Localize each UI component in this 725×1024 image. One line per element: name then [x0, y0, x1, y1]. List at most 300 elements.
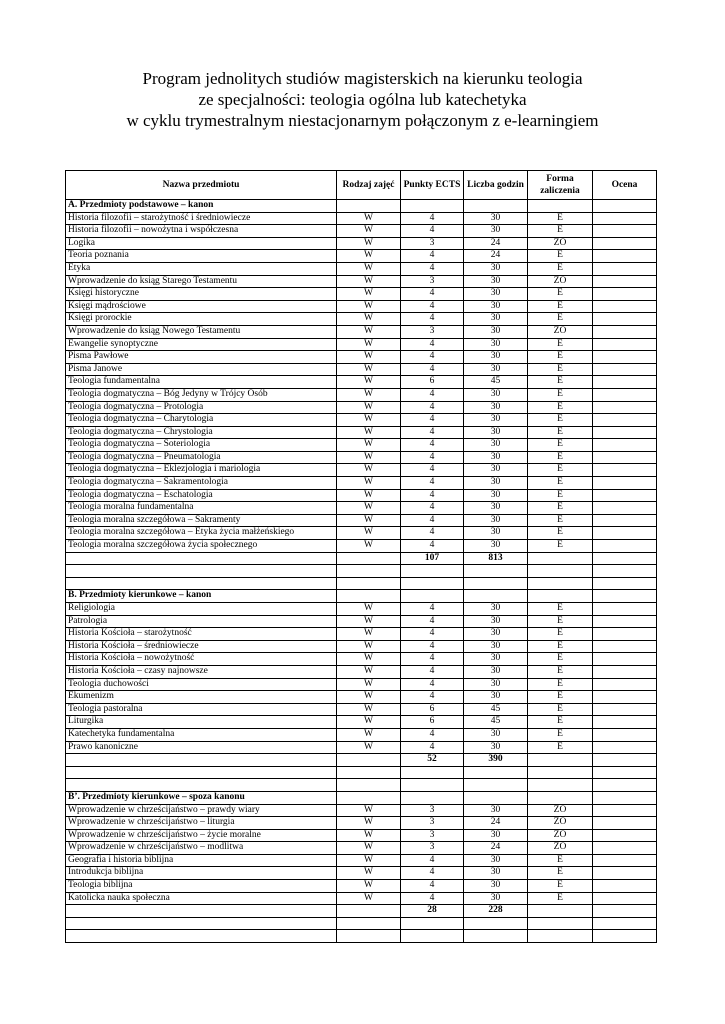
- total-hours: 228: [464, 905, 528, 918]
- subject-form: E: [528, 514, 593, 527]
- subject-name: Teologia dogmatyczna – Sakramentologia: [66, 477, 337, 490]
- subject-hours: 30: [464, 313, 528, 326]
- subject-ects: 6: [401, 376, 464, 389]
- subject-name: Teoria poznania: [66, 250, 337, 263]
- table-row: [66, 703, 657, 716]
- empty-cell: [464, 590, 528, 603]
- empty-cell: [593, 930, 657, 943]
- subject-form: E: [528, 892, 593, 905]
- subject-form: E: [528, 653, 593, 666]
- table-row: [66, 250, 657, 263]
- table-row: [66, 262, 657, 275]
- subject-grade: [593, 653, 657, 666]
- subject-grade: [593, 716, 657, 729]
- subject-form: E: [528, 376, 593, 389]
- subject-form: E: [528, 477, 593, 490]
- subject-name: Introdukcja biblijna: [66, 867, 337, 880]
- subject-name: Księgi mądrościowe: [66, 300, 337, 313]
- subject-ects: 4: [401, 426, 464, 439]
- subject-grade: [593, 854, 657, 867]
- subject-ects: 4: [401, 225, 464, 238]
- subject-ects: 4: [401, 351, 464, 364]
- subject-grade: [593, 703, 657, 716]
- subject-form: E: [528, 464, 593, 477]
- subject-type: W: [337, 867, 401, 880]
- subject-name: Wprowadzenie w chrześcijaństwo – modlitwa: [66, 842, 337, 855]
- subject-ects: 4: [401, 212, 464, 225]
- table-row: [66, 615, 657, 628]
- subject-type: W: [337, 691, 401, 704]
- spacer-row: [66, 565, 657, 578]
- subject-type: W: [337, 880, 401, 893]
- empty-cell: [401, 590, 464, 603]
- section-title: B. Przedmioty kierunkowe – kanon: [66, 590, 337, 603]
- subject-hours: 30: [464, 300, 528, 313]
- table-row: [66, 678, 657, 691]
- subject-name: Katechetyka fundamentalna: [66, 728, 337, 741]
- subject-grade: [593, 262, 657, 275]
- empty-cell: [528, 779, 593, 792]
- empty-cell: [337, 754, 401, 767]
- subject-form: ZO: [528, 829, 593, 842]
- subject-hours: 30: [464, 829, 528, 842]
- empty-cell: [66, 930, 337, 943]
- subject-hours: 45: [464, 376, 528, 389]
- subject-form: E: [528, 678, 593, 691]
- total-hours: 390: [464, 754, 528, 767]
- header-name: Nazwa przedmiotu: [66, 171, 337, 200]
- empty-cell: [528, 930, 593, 943]
- table-body: [66, 200, 657, 943]
- subject-ects: 4: [401, 489, 464, 502]
- subject-hours: 30: [464, 540, 528, 553]
- table-row: [66, 477, 657, 490]
- subject-name: Księgi prorockie: [66, 313, 337, 326]
- subject-hours: 30: [464, 603, 528, 616]
- table-row: [66, 817, 657, 830]
- subject-name: Historia Kościoła – czasy najnowsze: [66, 665, 337, 678]
- subject-type: W: [337, 527, 401, 540]
- subject-form: E: [528, 451, 593, 464]
- empty-cell: [337, 905, 401, 918]
- subject-grade: [593, 527, 657, 540]
- subject-grade: [593, 313, 657, 326]
- subject-name: Wprowadzenie w chrześcijaństwo – prawdy wiary: [66, 804, 337, 817]
- subject-type: W: [337, 401, 401, 414]
- subject-hours: 30: [464, 275, 528, 288]
- subject-grade: [593, 275, 657, 288]
- subject-hours: 30: [464, 804, 528, 817]
- subject-grade: [593, 514, 657, 527]
- subject-name: Pisma Janowe: [66, 363, 337, 376]
- subject-type: W: [337, 439, 401, 452]
- subject-type: W: [337, 237, 401, 250]
- empty-cell: [337, 779, 401, 792]
- subject-form: E: [528, 414, 593, 427]
- total-ects: 28: [401, 905, 464, 918]
- table-row: [66, 451, 657, 464]
- subject-form: E: [528, 363, 593, 376]
- empty-cell: [337, 200, 401, 213]
- subject-ects: 4: [401, 401, 464, 414]
- table-header-row: [66, 171, 657, 200]
- empty-cell: [66, 565, 337, 578]
- subject-ects: 3: [401, 237, 464, 250]
- subject-name: Teologia dogmatyczna – Chrystologia: [66, 426, 337, 439]
- section-total-row: [66, 905, 657, 918]
- table-row: [66, 540, 657, 553]
- empty-cell: [401, 917, 464, 930]
- subject-hours: 30: [464, 502, 528, 515]
- subject-form: ZO: [528, 275, 593, 288]
- subject-grade: [593, 691, 657, 704]
- table-row: [66, 237, 657, 250]
- subject-ects: 4: [401, 691, 464, 704]
- empty-cell: [66, 577, 337, 590]
- subject-ects: 4: [401, 502, 464, 515]
- subject-form: E: [528, 439, 593, 452]
- subject-ects: 4: [401, 540, 464, 553]
- subject-type: W: [337, 464, 401, 477]
- subject-ects: 4: [401, 300, 464, 313]
- empty-cell: [528, 905, 593, 918]
- table-row: [66, 212, 657, 225]
- subject-form: E: [528, 640, 593, 653]
- empty-cell: [66, 779, 337, 792]
- empty-cell: [401, 766, 464, 779]
- subject-form: E: [528, 665, 593, 678]
- subject-hours: 30: [464, 351, 528, 364]
- subject-grade: [593, 439, 657, 452]
- subject-type: W: [337, 489, 401, 502]
- subject-form: E: [528, 401, 593, 414]
- subject-form: E: [528, 502, 593, 515]
- subject-type: W: [337, 640, 401, 653]
- subject-name: Teologia moralna szczegółowa – Etyka życia małżeńskiego: [66, 527, 337, 540]
- empty-cell: [66, 917, 337, 930]
- subject-form: E: [528, 351, 593, 364]
- subject-name: Teologia dogmatyczna – Charytologia: [66, 414, 337, 427]
- subject-name: Teologia moralna szczegółowa – Sakramenty: [66, 514, 337, 527]
- subject-hours: 30: [464, 615, 528, 628]
- subject-grade: [593, 842, 657, 855]
- subject-hours: 30: [464, 464, 528, 477]
- table-row: [66, 401, 657, 414]
- empty-cell: [464, 779, 528, 792]
- subject-form: E: [528, 288, 593, 301]
- subject-type: W: [337, 363, 401, 376]
- empty-cell: [528, 766, 593, 779]
- subject-form: E: [528, 854, 593, 867]
- subject-hours: 30: [464, 892, 528, 905]
- empty-cell: [401, 200, 464, 213]
- subject-name: Historia Kościoła – nowożytność: [66, 653, 337, 666]
- empty-cell: [528, 917, 593, 930]
- table-row: [66, 338, 657, 351]
- subject-grade: [593, 665, 657, 678]
- empty-cell: [401, 779, 464, 792]
- subject-form: E: [528, 728, 593, 741]
- subject-form: E: [528, 540, 593, 553]
- subject-type: W: [337, 300, 401, 313]
- subject-hours: 30: [464, 262, 528, 275]
- subject-name: Wprowadzenie w chrześcijaństwo – życie moralne: [66, 829, 337, 842]
- subject-ects: 6: [401, 716, 464, 729]
- table-row: [66, 414, 657, 427]
- subject-ects: 4: [401, 653, 464, 666]
- subject-type: W: [337, 703, 401, 716]
- empty-cell: [66, 552, 337, 565]
- subject-type: W: [337, 225, 401, 238]
- subject-name: Teologia dogmatyczna – Eklezjologia i mariologia: [66, 464, 337, 477]
- document-title: [0, 68, 725, 131]
- subject-ects: 4: [401, 527, 464, 540]
- subject-grade: [593, 640, 657, 653]
- subject-name: Etyka: [66, 262, 337, 275]
- table-row: [66, 603, 657, 616]
- spacer-row: [66, 917, 657, 930]
- subject-grade: [593, 741, 657, 754]
- empty-cell: [528, 590, 593, 603]
- section-title: B’. Przedmioty kierunkowe – spoza kanonu: [66, 791, 337, 804]
- section-header-row: [66, 200, 657, 213]
- subject-type: W: [337, 313, 401, 326]
- empty-cell: [66, 754, 337, 767]
- subject-type: W: [337, 325, 401, 338]
- table-row: [66, 388, 657, 401]
- subject-grade: [593, 376, 657, 389]
- spacer-row: [66, 779, 657, 792]
- subject-type: W: [337, 451, 401, 464]
- subject-grade: [593, 880, 657, 893]
- subject-name: Wprowadzenie do ksiąg Nowego Testamentu: [66, 325, 337, 338]
- subject-form: ZO: [528, 804, 593, 817]
- table-row: [66, 275, 657, 288]
- subject-name: Wprowadzenie w chrześcijaństwo – liturgia: [66, 817, 337, 830]
- subject-grade: [593, 338, 657, 351]
- subject-grade: [593, 414, 657, 427]
- header-hours: Liczba godzin: [464, 171, 528, 200]
- subject-form: E: [528, 867, 593, 880]
- subject-form: E: [528, 225, 593, 238]
- empty-cell: [464, 930, 528, 943]
- empty-cell: [337, 917, 401, 930]
- table-row: [66, 867, 657, 880]
- subject-ects: 4: [401, 477, 464, 490]
- subject-ects: 4: [401, 665, 464, 678]
- subject-grade: [593, 363, 657, 376]
- subject-name: Teologia moralna fundamentalna: [66, 502, 337, 515]
- subject-grade: [593, 892, 657, 905]
- subject-hours: 30: [464, 388, 528, 401]
- subject-ects: 3: [401, 325, 464, 338]
- program-table: [65, 170, 657, 943]
- subject-form: E: [528, 741, 593, 754]
- subject-ects: 4: [401, 678, 464, 691]
- subject-hours: 30: [464, 728, 528, 741]
- table-row: [66, 804, 657, 817]
- table-row: [66, 363, 657, 376]
- subject-hours: 30: [464, 489, 528, 502]
- empty-cell: [401, 930, 464, 943]
- subject-form: ZO: [528, 325, 593, 338]
- subject-hours: 30: [464, 414, 528, 427]
- subject-form: E: [528, 313, 593, 326]
- empty-cell: [337, 766, 401, 779]
- table-row: [66, 628, 657, 641]
- subject-type: W: [337, 603, 401, 616]
- subject-hours: 30: [464, 439, 528, 452]
- table-row: [66, 691, 657, 704]
- subject-type: W: [337, 716, 401, 729]
- empty-cell: [593, 779, 657, 792]
- subject-type: W: [337, 288, 401, 301]
- subject-ects: 4: [401, 603, 464, 616]
- subject-hours: 45: [464, 716, 528, 729]
- subject-ects: 4: [401, 892, 464, 905]
- subject-type: W: [337, 817, 401, 830]
- subject-grade: [593, 250, 657, 263]
- subject-grade: [593, 325, 657, 338]
- subject-ects: 4: [401, 262, 464, 275]
- table-row: [66, 313, 657, 326]
- table-row: [66, 502, 657, 515]
- subject-hours: 45: [464, 703, 528, 716]
- spacer-row: [66, 577, 657, 590]
- empty-cell: [66, 766, 337, 779]
- empty-cell: [337, 930, 401, 943]
- subject-name: Teologia duchowości: [66, 678, 337, 691]
- empty-cell: [528, 200, 593, 213]
- subject-hours: 30: [464, 691, 528, 704]
- table-row: [66, 376, 657, 389]
- subject-hours: 24: [464, 250, 528, 263]
- subject-type: W: [337, 728, 401, 741]
- subject-name: Teologia dogmatyczna – Protologia: [66, 401, 337, 414]
- subject-form: E: [528, 603, 593, 616]
- empty-cell: [528, 754, 593, 767]
- header-type: Rodzaj zajęć: [337, 171, 401, 200]
- subject-type: W: [337, 854, 401, 867]
- total-ects: 107: [401, 552, 464, 565]
- subject-grade: [593, 628, 657, 641]
- empty-cell: [593, 590, 657, 603]
- subject-ects: 4: [401, 388, 464, 401]
- subject-type: W: [337, 388, 401, 401]
- subject-hours: 30: [464, 401, 528, 414]
- subject-name: Pisma Pawłowe: [66, 351, 337, 364]
- empty-cell: [593, 552, 657, 565]
- subject-grade: [593, 288, 657, 301]
- subject-name: Patrologia: [66, 615, 337, 628]
- subject-grade: [593, 451, 657, 464]
- subject-hours: 30: [464, 363, 528, 376]
- subject-hours: 30: [464, 527, 528, 540]
- subject-name: Ewangelie synoptyczne: [66, 338, 337, 351]
- subject-hours: 24: [464, 237, 528, 250]
- section-title: A. Przedmioty podstawowe – kanon: [66, 200, 337, 213]
- subject-name: Teologia moralna szczegółowa życia społecznego: [66, 540, 337, 553]
- total-hours: 813: [464, 552, 528, 565]
- subject-ects: 4: [401, 338, 464, 351]
- subject-ects: 3: [401, 804, 464, 817]
- subject-type: W: [337, 829, 401, 842]
- empty-cell: [464, 577, 528, 590]
- subject-type: W: [337, 376, 401, 389]
- subject-ects: 3: [401, 817, 464, 830]
- subject-name: Historia Kościoła – starożytność: [66, 628, 337, 641]
- subject-type: W: [337, 741, 401, 754]
- subject-type: W: [337, 338, 401, 351]
- subject-grade: [593, 300, 657, 313]
- subject-hours: 30: [464, 880, 528, 893]
- subject-grade: [593, 225, 657, 238]
- subject-name: Teologia fundamentalna: [66, 376, 337, 389]
- subject-hours: 24: [464, 842, 528, 855]
- empty-cell: [337, 577, 401, 590]
- subject-form: E: [528, 527, 593, 540]
- section-header-row: [66, 590, 657, 603]
- subject-hours: 30: [464, 426, 528, 439]
- subject-form: ZO: [528, 842, 593, 855]
- subject-hours: 30: [464, 225, 528, 238]
- empty-cell: [464, 565, 528, 578]
- subject-name: Liturgika: [66, 716, 337, 729]
- subject-hours: 30: [464, 288, 528, 301]
- subject-hours: 30: [464, 665, 528, 678]
- subject-name: Teologia dogmatyczna – Eschatologia: [66, 489, 337, 502]
- subject-ects: 4: [401, 854, 464, 867]
- subject-ects: 4: [401, 640, 464, 653]
- table-row: [66, 489, 657, 502]
- subject-grade: [593, 237, 657, 250]
- empty-cell: [401, 565, 464, 578]
- table-row: [66, 880, 657, 893]
- table-row: [66, 829, 657, 842]
- subject-type: W: [337, 540, 401, 553]
- subject-ects: 4: [401, 880, 464, 893]
- table-row: [66, 741, 657, 754]
- subject-hours: 30: [464, 338, 528, 351]
- subject-name: Teologia dogmatyczna – Soteriologia: [66, 439, 337, 452]
- subject-grade: [593, 615, 657, 628]
- empty-cell: [66, 905, 337, 918]
- subject-type: W: [337, 250, 401, 263]
- table-row: [66, 640, 657, 653]
- subject-ects: 4: [401, 464, 464, 477]
- subject-type: W: [337, 502, 401, 515]
- subject-type: W: [337, 804, 401, 817]
- subject-name: Księgi historyczne: [66, 288, 337, 301]
- subject-name: Teologia dogmatyczna – Bóg Jedyny w Trójcy Osób: [66, 388, 337, 401]
- section-total-row: [66, 552, 657, 565]
- subject-form: E: [528, 628, 593, 641]
- table-row: [66, 716, 657, 729]
- subject-ects: 4: [401, 288, 464, 301]
- subject-hours: 24: [464, 817, 528, 830]
- subject-ects: 4: [401, 615, 464, 628]
- subject-grade: [593, 678, 657, 691]
- subject-ects: 3: [401, 275, 464, 288]
- subject-ects: 4: [401, 628, 464, 641]
- subject-type: W: [337, 615, 401, 628]
- subject-grade: [593, 212, 657, 225]
- subject-ects: 4: [401, 741, 464, 754]
- subject-name: Teologia dogmatyczna – Pneumatologia: [66, 451, 337, 464]
- empty-cell: [528, 552, 593, 565]
- table-row: [66, 351, 657, 364]
- subject-hours: 30: [464, 741, 528, 754]
